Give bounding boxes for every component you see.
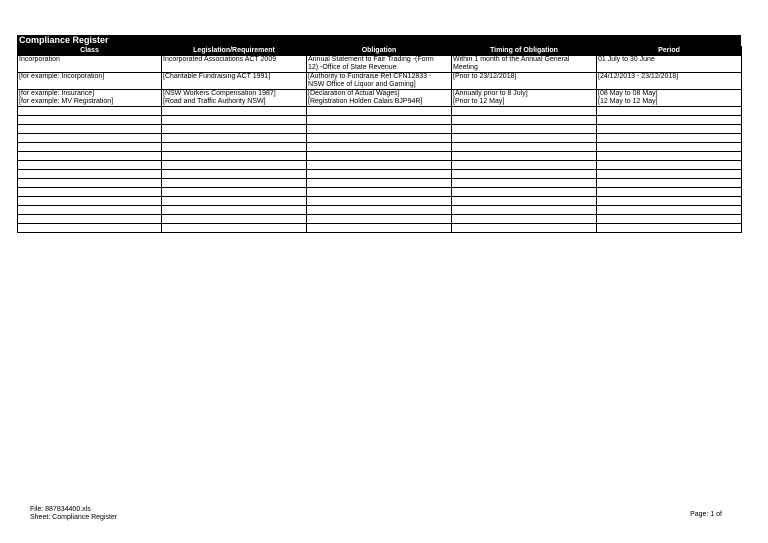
empty-cell[interactable] [597, 188, 742, 197]
empty-cell[interactable] [452, 143, 597, 152]
table-row [18, 73, 742, 90]
compliance-register-sheet [17, 35, 741, 233]
cell-text: [Registration Holden Calais BJP94R] [308, 98, 423, 105]
empty-cell[interactable] [307, 143, 452, 152]
empty-cell[interactable] [18, 197, 162, 206]
empty-cell[interactable] [307, 179, 452, 188]
cell-text: [Prior to 12 May] [453, 98, 505, 105]
empty-cell[interactable] [452, 161, 597, 170]
empty-cell[interactable] [18, 107, 162, 116]
empty-table-row [18, 152, 742, 161]
cell-text: [for example: Incorporation] [19, 73, 105, 80]
cell-text: Incorporated Associations ACT 2009 [163, 56, 277, 63]
cell-text: [24/12/2013 - 23/12/2018] [598, 73, 679, 80]
register-table [17, 46, 742, 233]
empty-cell[interactable] [307, 197, 452, 206]
empty-cell[interactable] [452, 224, 597, 233]
empty-cell[interactable] [18, 188, 162, 197]
empty-cell[interactable] [18, 134, 162, 143]
empty-table-row [18, 125, 742, 134]
empty-cell[interactable] [307, 206, 452, 215]
empty-cell[interactable] [452, 215, 597, 224]
empty-cell[interactable] [597, 152, 742, 161]
empty-cell[interactable] [452, 125, 597, 134]
cell-period[interactable] [597, 73, 742, 90]
empty-cell[interactable] [307, 224, 452, 233]
cell-timing[interactable] [452, 90, 597, 107]
empty-cell[interactable] [307, 188, 452, 197]
empty-cell[interactable] [162, 188, 307, 197]
empty-table-row [18, 116, 742, 125]
empty-cell[interactable] [307, 107, 452, 116]
empty-cell[interactable] [597, 161, 742, 170]
empty-cell[interactable] [597, 143, 742, 152]
cell-class[interactable] [18, 56, 162, 73]
empty-cell[interactable] [452, 170, 597, 179]
empty-cell[interactable] [452, 179, 597, 188]
empty-cell[interactable] [307, 215, 452, 224]
cell-obligation[interactable] [307, 90, 452, 107]
cell-text: Annual Statement to Fair Trading -(Form [308, 56, 434, 63]
header-timing[interactable]: Timing of Obligation [452, 46, 597, 56]
cell-text: [NSW Workers Compensation 1987] [163, 90, 276, 97]
empty-cell[interactable] [18, 125, 162, 134]
cell-class[interactable] [18, 73, 162, 90]
header-class[interactable]: Class [18, 46, 162, 56]
cell-text: [for example: Insurance] [19, 90, 95, 97]
cell-class[interactable] [18, 90, 162, 107]
empty-cell[interactable] [162, 134, 307, 143]
empty-table-row [18, 161, 742, 170]
cell-text: [Declaration of Actual Wages] [308, 90, 400, 97]
empty-cell[interactable] [162, 143, 307, 152]
empty-cell[interactable] [18, 206, 162, 215]
footer-page: Page: 1 of [690, 511, 722, 518]
empty-cell[interactable] [18, 152, 162, 161]
empty-cell[interactable] [452, 152, 597, 161]
cell-legislation[interactable] [162, 56, 307, 73]
empty-table-row [18, 134, 742, 143]
empty-cell[interactable] [307, 116, 452, 125]
empty-table-row [18, 143, 742, 152]
empty-cell[interactable] [18, 170, 162, 179]
cell-text: [12 May to 12 May] [598, 98, 658, 105]
empty-cell[interactable] [452, 116, 597, 125]
cell-text: [Prior to 23/12/2018] [453, 73, 517, 80]
cell-text: [Road and Traffic Authority NSW] [163, 98, 266, 105]
cell-period[interactable] [597, 90, 742, 107]
empty-cell[interactable] [162, 152, 307, 161]
empty-cell[interactable] [597, 170, 742, 179]
cell-text: [Annually prior to 8 July] [453, 90, 528, 97]
empty-table-row [18, 107, 742, 116]
empty-cell[interactable] [307, 161, 452, 170]
empty-table-row [18, 197, 742, 206]
empty-cell[interactable] [597, 197, 742, 206]
cell-timing[interactable] [452, 73, 597, 90]
footer-file: File: 887834400.xls [30, 506, 91, 513]
empty-cell[interactable] [162, 107, 307, 116]
empty-cell[interactable] [18, 224, 162, 233]
header-obligation[interactable]: Obligation [307, 46, 452, 56]
empty-cell[interactable] [597, 116, 742, 125]
empty-cell[interactable] [307, 125, 452, 134]
header-row [18, 46, 742, 56]
empty-table-row [18, 215, 742, 224]
empty-cell[interactable] [18, 215, 162, 224]
cell-text: Incorporation [19, 56, 60, 63]
empty-cell[interactable] [597, 179, 742, 188]
header-period[interactable]: Period [597, 46, 742, 56]
empty-cell[interactable] [597, 224, 742, 233]
cell-text: 01 July to 30 June [598, 56, 655, 63]
empty-table-row [18, 179, 742, 188]
table-row [18, 90, 742, 107]
cell-period[interactable] [597, 56, 742, 73]
cell-text: NSW Office of Liquor and Gaming] [308, 81, 416, 88]
empty-cell[interactable] [162, 215, 307, 224]
empty-cell[interactable] [452, 206, 597, 215]
empty-cell[interactable] [162, 170, 307, 179]
empty-cell[interactable] [597, 134, 742, 143]
cell-obligation[interactable] [307, 73, 452, 90]
cell-text: Within 1 month of the Annual General [453, 56, 570, 63]
empty-cell[interactable] [452, 107, 597, 116]
cell-obligation[interactable] [307, 56, 452, 73]
footer-file-info [30, 506, 117, 522]
cell-text: Meeting [453, 64, 478, 71]
empty-table-row [18, 170, 742, 179]
footer-sheet: Sheet: Compliance Register [30, 514, 118, 521]
table-row [18, 56, 742, 73]
empty-cell[interactable] [162, 125, 307, 134]
cell-text: [for example: MV Registration] [19, 98, 114, 105]
cell-text: [Charitable Fundraising ACT 1991] [163, 73, 271, 80]
register-title: Compliance Register [17, 35, 741, 46]
empty-cell[interactable] [162, 197, 307, 206]
empty-cell[interactable] [18, 116, 162, 125]
empty-cell[interactable] [452, 134, 597, 143]
empty-cell[interactable] [452, 197, 597, 206]
empty-cell[interactable] [597, 107, 742, 116]
empty-cell[interactable] [597, 215, 742, 224]
cell-legislation[interactable] [162, 73, 307, 90]
empty-cell[interactable] [307, 134, 452, 143]
empty-cell[interactable] [162, 206, 307, 215]
empty-table-row [18, 206, 742, 215]
cell-text: 12) -Office of State Revenue [308, 64, 397, 71]
empty-cell[interactable] [162, 116, 307, 125]
empty-cell[interactable] [597, 206, 742, 215]
empty-table-row [18, 224, 742, 233]
empty-cell[interactable] [162, 224, 307, 233]
cell-legislation[interactable] [162, 90, 307, 107]
empty-cell[interactable] [307, 152, 452, 161]
empty-cell[interactable] [18, 161, 162, 170]
register-body [18, 56, 742, 233]
empty-cell[interactable] [307, 170, 452, 179]
empty-cell[interactable] [597, 125, 742, 134]
empty-cell[interactable] [452, 188, 597, 197]
empty-cell[interactable] [18, 179, 162, 188]
cell-text: [08 May to 08 May] [598, 90, 658, 97]
empty-cell[interactable] [162, 179, 307, 188]
cell-text: [Authority to Fundraise Ref CFN12833 - [308, 73, 432, 80]
empty-table-row [18, 188, 742, 197]
header-legislation[interactable]: Legislation/Requirement [162, 46, 307, 56]
empty-cell[interactable] [162, 161, 307, 170]
cell-timing[interactable] [452, 56, 597, 73]
empty-cell[interactable] [18, 143, 162, 152]
